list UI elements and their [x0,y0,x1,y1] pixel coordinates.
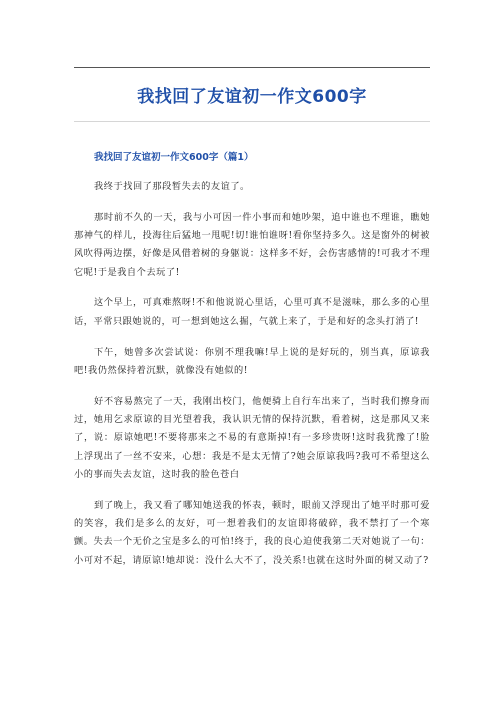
section-heading: 我找回了友谊初一作文600字（篇1） [94,152,254,163]
paragraph: 这个早上，可真难熬呀!不和他说说心里话，心里可真不是滋味，那么多的心里话，平常只跟她说的，可一想到她这么掘，气就上来了，于是和好的念头打消了! [74,297,430,327]
paragraph: 好不容易熬完了一天，我刚出校门，他便骑上自行车出来了，当时我们擦身而过，她用乞求原谅的目光望着我，我认识无情的保持沉默，看着树，这是那风又来了，说：原谅她吧!不要将那来之不易的有意斯掉!有一多珍贵呀!这时我犹豫了!脸上浮现出了一丝不安来，心想：我是不是太无情了?她会原谅我吗?我可不希望这么小的事而失去友谊，这时我的脸色苍白 [74,395,430,480]
header-rule [74,67,430,68]
title-underline-rule [74,121,430,122]
article-body [74,178,430,582]
paragraph: 那时前不久的一天，我与小可因一件小事而和她吵架，追中谁也不理谁，瞧她那神气的样儿，投海往后猛地一甩呢!切!谁怕谁呀!看你坚持多久。这是窗外的树被风吹得两边摆，好像是风借着树的身躯说：这样多不好，会伤害感情的!可我才不理它呢!于是我自个去玩了! [74,211,430,278]
paragraph: 下午，她曾多次尝试说：你别不理我嘛!早上说的是好玩的，别当真，原谅我吧!我仍然保持着沉默，就像没有她似的! [74,346,430,376]
paragraph: 到了晚上，我又看了哪知她送我的怀表，顿时，眼前又浮现出了她平时那可爱的笑容，我们是多么的友好，可一想着我们的友谊即将破碎，我不禁打了一个寒颤。失去一个无价之宝是多么的可怕!终于，我的良心迫使我第二天对她说了一句：小可对不起，请原谅!她却说：没什么大不了，没关系!也就在这时外面的树又动了? [74,499,430,566]
document-page [74,0,430,702]
document-title: 我找回了友谊初一作文600字 [137,87,367,107]
paragraph: 我终于找回了那段暂失去的友谊了。 [94,181,250,192]
